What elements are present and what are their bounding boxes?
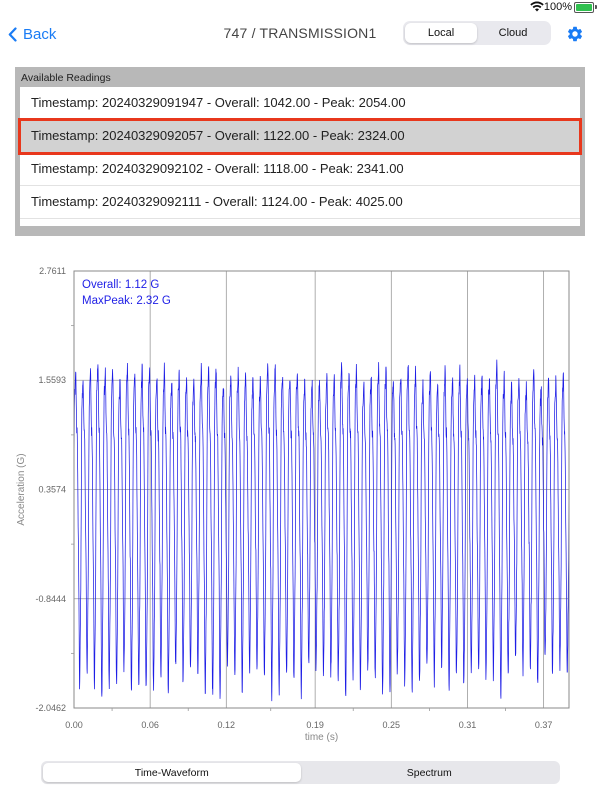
reading-item[interactable]: Timestamp: 20240329091947 - Overall: 1042.00 - Peak: 2054.00 — [20, 87, 580, 120]
y-axis-label: Acceleration (G) — [16, 453, 27, 526]
y-tick-label: -2.0462 — [35, 703, 66, 713]
segment-local[interactable]: Local — [405, 23, 477, 43]
waveform-series — [74, 360, 569, 701]
status-bar — [0, 0, 600, 14]
x-axis-ticks — [65, 708, 552, 730]
source-segmented-control — [403, 21, 551, 45]
x-tick-label: 0.12 — [217, 720, 236, 730]
reading-item[interactable]: Timestamp: 20240329092102 - Overall: 1118.00 - Peak: 2341.00 — [20, 153, 580, 186]
y-tick-label: 2.7611 — [39, 266, 66, 276]
battery-cap — [595, 5, 597, 9]
y-tick-label: 0.3574 — [38, 484, 66, 495]
x-tick-label: 0.00 — [65, 720, 83, 730]
y-tick-label: 1.5593 — [38, 375, 66, 386]
wifi-icon — [530, 1, 544, 12]
available-readings-panel — [15, 67, 585, 236]
battery-icon — [574, 2, 594, 13]
back-label: Back — [23, 25, 57, 43]
y-tick-label: -0.8444 — [35, 593, 66, 604]
x-tick-label: 0.06 — [141, 720, 159, 730]
overall-annotation: Overall: 1.12 G — [82, 279, 160, 291]
x-tick-label: 0.25 — [382, 720, 401, 730]
segment-spectrum[interactable]: Spectrum — [406, 766, 452, 779]
gear-icon[interactable] — [566, 25, 584, 43]
readings-list — [20, 87, 580, 226]
view-segmented-control — [41, 761, 560, 784]
time-waveform-chart — [0, 255, 600, 750]
y-axis-ticks — [35, 266, 74, 713]
x-tick-label: 0.31 — [458, 720, 477, 730]
reading-item[interactable]: Timestamp: 20240329092111 - Overall: 1124.00 - Peak: 4025.00 — [20, 186, 580, 219]
readings-header: Available Readings — [21, 72, 111, 84]
x-tick-label: 0.37 — [534, 720, 553, 730]
x-tick-label: 0.19 — [306, 720, 324, 730]
segment-cloud[interactable]: Cloud — [498, 27, 528, 39]
maxpeak-annotation: MaxPeak: 2.32 G — [82, 295, 171, 307]
page-title: 747 / TRANSMISSION1 — [223, 25, 377, 41]
segment-time-waveform[interactable]: Time-Waveform — [43, 763, 301, 782]
battery-percentage: 100% — [543, 1, 572, 13]
reading-item-selected[interactable]: Timestamp: 20240329092057 - Overall: 1122.00 - Peak: 2324.00 — [20, 120, 580, 153]
x-axis-label: time (s) — [304, 732, 339, 743]
